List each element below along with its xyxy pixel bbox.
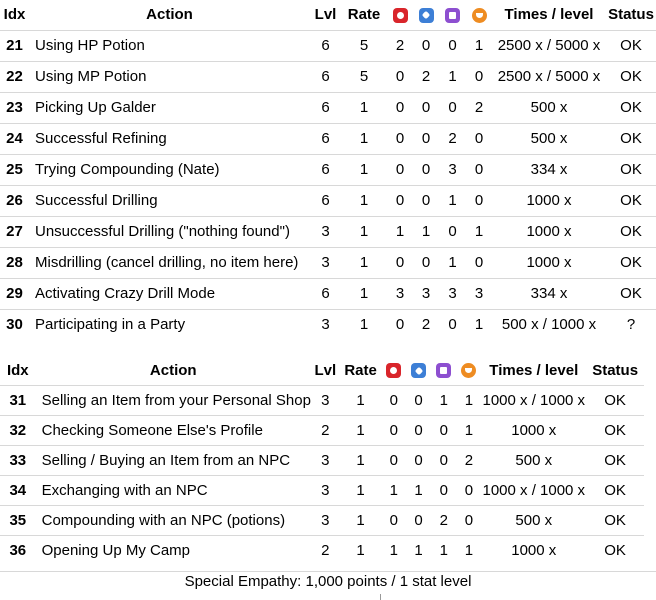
footer-text: Special Empathy: 1,000 points / 1 stat level bbox=[184, 573, 472, 590]
cell-rate: 1 bbox=[356, 541, 365, 559]
table-row bbox=[0, 415, 644, 445]
table-row bbox=[0, 61, 656, 92]
cell-times: 1000 x bbox=[511, 421, 557, 439]
divider bbox=[380, 594, 381, 600]
cell-stat-purple: 0 bbox=[439, 481, 448, 499]
cell-stat-red: 0 bbox=[395, 161, 405, 178]
cell-stat-red: 0 bbox=[389, 511, 398, 529]
cell-idx: 27 bbox=[6, 223, 23, 240]
cell-action: Opening Up My Camp bbox=[41, 541, 191, 559]
header-action: Action bbox=[146, 6, 193, 24]
cell-times: 1000 x bbox=[511, 541, 557, 559]
cell-status: OK bbox=[620, 161, 642, 178]
cell-stat-red: 0 bbox=[395, 254, 405, 271]
orange-emoticon-icon bbox=[472, 8, 487, 23]
header-times: Times / level bbox=[489, 361, 579, 379]
cell-action: Activating Crazy Drill Mode bbox=[35, 285, 216, 302]
cell-stat-blue: 0 bbox=[414, 451, 423, 469]
blue-emoticon-icon bbox=[411, 363, 426, 378]
cell-stat-orange: 1 bbox=[474, 316, 484, 334]
cell-stat-blue: 3 bbox=[421, 285, 431, 302]
cell-idx: 34 bbox=[9, 481, 27, 499]
table-row bbox=[0, 185, 656, 216]
cell-stat-blue: 0 bbox=[414, 421, 423, 439]
cell-idx: 24 bbox=[6, 130, 23, 147]
cell-stat-red: 1 bbox=[389, 481, 398, 499]
cell-stat-blue: 0 bbox=[421, 99, 431, 116]
table-row bbox=[0, 30, 656, 61]
cell-stat-purple: 1 bbox=[448, 192, 457, 209]
cell-lvl: 3 bbox=[321, 481, 330, 499]
cell-stat-orange: 1 bbox=[464, 541, 474, 559]
red-emoticon-icon bbox=[386, 363, 401, 378]
cell-rate: 1 bbox=[359, 99, 369, 116]
cell-times: 500 x bbox=[515, 511, 553, 529]
cell-stat-red: 0 bbox=[395, 68, 405, 85]
cell-stat-purple: 1 bbox=[448, 68, 457, 85]
cell-times: 2500 x / 5000 x bbox=[497, 68, 601, 85]
cell-stat-orange: 1 bbox=[474, 37, 484, 54]
cell-action: Successful Drilling bbox=[35, 192, 158, 209]
table-row bbox=[0, 92, 656, 123]
cell-stat-orange: 0 bbox=[464, 481, 474, 499]
cell-stat-orange: 0 bbox=[474, 192, 484, 209]
cell-stat-red: 0 bbox=[395, 192, 405, 209]
header-lvl: Lvl bbox=[314, 6, 337, 24]
cell-stat-orange: 1 bbox=[464, 421, 474, 439]
cell-times: 1000 x bbox=[526, 254, 572, 271]
cell-stat-purple: 3 bbox=[448, 161, 457, 178]
cell-stat-orange: 2 bbox=[464, 451, 474, 469]
cell-idx: 36 bbox=[9, 541, 27, 559]
table-row bbox=[0, 445, 644, 475]
cell-rate: 1 bbox=[359, 316, 369, 334]
header-status: Status bbox=[592, 361, 639, 379]
cell-rate: 1 bbox=[356, 421, 365, 439]
cell-stat-purple: 3 bbox=[448, 285, 457, 302]
header-action: Action bbox=[149, 361, 197, 379]
cell-status: OK bbox=[604, 451, 626, 469]
cell-stat-purple: 2 bbox=[439, 511, 448, 529]
cell-stat-red: 0 bbox=[395, 130, 405, 147]
cell-action: Selling / Buying an Item from an NPC bbox=[41, 451, 291, 469]
cell-times: 500 x / 1000 x bbox=[501, 316, 597, 334]
cell-lvl: 6 bbox=[321, 161, 330, 178]
cell-idx: 31 bbox=[9, 391, 27, 409]
cell-stat-blue: 0 bbox=[421, 37, 431, 54]
cell-rate: 1 bbox=[359, 223, 369, 240]
cell-lvl: 3 bbox=[321, 511, 330, 529]
cell-action: Unsuccessful Drilling ("nothing found") bbox=[35, 223, 290, 240]
cell-idx: 33 bbox=[9, 451, 27, 469]
cell-rate: 1 bbox=[359, 192, 369, 209]
table-row bbox=[0, 247, 656, 278]
purple-emoticon-icon bbox=[445, 8, 460, 23]
cell-times: 1000 x / 1000 x bbox=[482, 391, 586, 409]
cell-status: OK bbox=[620, 68, 642, 85]
cell-stat-purple: 0 bbox=[448, 223, 457, 240]
cell-rate: 1 bbox=[359, 254, 369, 271]
cell-idx: 28 bbox=[6, 254, 23, 271]
blue-emoticon-icon bbox=[419, 8, 434, 23]
cell-action: Checking Someone Else's Profile bbox=[41, 421, 263, 439]
empathy-table-2 bbox=[0, 356, 644, 565]
cell-stat-purple: 1 bbox=[439, 541, 448, 559]
cell-action: Trying Compounding (Nate) bbox=[35, 161, 220, 178]
cell-idx: 23 bbox=[6, 99, 23, 116]
cell-times: 1000 x bbox=[526, 223, 572, 240]
cell-status: ? bbox=[626, 316, 636, 334]
table-row bbox=[0, 385, 644, 415]
cell-stat-purple: 2 bbox=[448, 130, 457, 147]
cell-action: Compounding with an NPC (potions) bbox=[41, 511, 286, 529]
cell-rate: 1 bbox=[359, 161, 369, 178]
cell-times: 1000 x / 1000 x bbox=[482, 481, 586, 499]
cell-status: OK bbox=[620, 223, 642, 240]
cell-idx: 25 bbox=[6, 161, 23, 178]
cell-stat-red: 0 bbox=[395, 316, 405, 334]
header-idx: Idx bbox=[6, 361, 29, 379]
cell-lvl: 6 bbox=[321, 37, 330, 54]
cell-action: Participating in a Party bbox=[35, 316, 186, 334]
table-row bbox=[0, 505, 644, 535]
cell-stat-red: 0 bbox=[389, 391, 398, 409]
cell-rate: 1 bbox=[356, 391, 365, 409]
header-status: Status bbox=[608, 6, 654, 24]
table-row bbox=[0, 278, 656, 309]
cell-stat-orange: 1 bbox=[464, 391, 474, 409]
cell-idx: 30 bbox=[6, 316, 23, 334]
cell-stat-red: 1 bbox=[389, 541, 398, 559]
cell-action: Using HP Potion bbox=[35, 37, 145, 54]
cell-rate: 1 bbox=[356, 511, 365, 529]
cell-lvl: 3 bbox=[321, 316, 330, 334]
cell-stat-purple: 0 bbox=[439, 451, 448, 469]
cell-rate: 5 bbox=[359, 37, 369, 54]
cell-rate: 1 bbox=[356, 451, 365, 469]
cell-status: OK bbox=[620, 37, 642, 54]
cell-lvl: 6 bbox=[321, 68, 330, 85]
cell-rate: 5 bbox=[359, 68, 369, 85]
cell-action: Successful Refining bbox=[35, 130, 167, 147]
cell-stat-purple: 0 bbox=[448, 37, 457, 54]
cell-stat-blue: 0 bbox=[421, 254, 431, 271]
cell-stat-red: 2 bbox=[395, 37, 405, 54]
cell-lvl: 6 bbox=[321, 99, 330, 116]
cell-times: 2500 x / 5000 x bbox=[497, 37, 601, 54]
cell-action: Using MP Potion bbox=[35, 68, 147, 85]
table-row bbox=[0, 535, 644, 565]
cell-lvl: 3 bbox=[321, 223, 330, 240]
cell-status: OK bbox=[620, 192, 642, 209]
cell-stat-red: 0 bbox=[395, 99, 405, 116]
cell-status: OK bbox=[604, 421, 626, 439]
cell-stat-blue: 2 bbox=[421, 68, 431, 85]
cell-status: OK bbox=[620, 285, 642, 302]
table-row bbox=[0, 123, 656, 154]
cell-stat-orange: 0 bbox=[474, 68, 484, 85]
cell-action: Selling an Item from your Personal Shop bbox=[41, 391, 311, 409]
cell-stat-blue: 1 bbox=[421, 223, 431, 240]
cell-idx: 35 bbox=[9, 511, 27, 529]
header-lvl: Lvl bbox=[314, 361, 337, 379]
cell-stat-blue: 2 bbox=[421, 316, 431, 334]
cell-stat-red: 1 bbox=[395, 223, 405, 240]
header-rate: Rate bbox=[347, 6, 381, 24]
cell-stat-orange: 3 bbox=[474, 285, 484, 302]
cell-stat-red: 3 bbox=[395, 285, 405, 302]
cell-stat-purple: 0 bbox=[448, 316, 457, 334]
cell-stat-blue: 0 bbox=[421, 130, 431, 147]
cell-times: 500 x bbox=[515, 451, 553, 469]
cell-status: OK bbox=[620, 254, 642, 271]
header-rate: Rate bbox=[344, 361, 377, 379]
cell-status: OK bbox=[604, 511, 626, 529]
cell-times: 334 x bbox=[530, 285, 568, 302]
footer-note bbox=[0, 571, 656, 600]
cell-stat-red: 0 bbox=[389, 451, 398, 469]
cell-lvl: 2 bbox=[321, 421, 330, 439]
cell-rate: 1 bbox=[359, 130, 369, 147]
cell-stat-purple: 1 bbox=[439, 391, 448, 409]
cell-stat-orange: 0 bbox=[464, 511, 474, 529]
cell-stat-blue: 1 bbox=[414, 481, 423, 499]
cell-idx: 29 bbox=[6, 285, 23, 302]
red-emoticon-icon bbox=[393, 8, 408, 23]
cell-stat-blue: 1 bbox=[414, 541, 423, 559]
header-times: Times / level bbox=[504, 6, 594, 24]
cell-idx: 22 bbox=[6, 68, 23, 85]
table-header-row bbox=[0, 0, 656, 30]
cell-stat-red: 0 bbox=[389, 421, 398, 439]
cell-stat-orange: 2 bbox=[474, 99, 484, 116]
cell-status: OK bbox=[620, 130, 642, 147]
cell-rate: 1 bbox=[359, 285, 369, 302]
cell-stat-blue: 0 bbox=[421, 161, 431, 178]
table-row bbox=[0, 154, 656, 185]
cell-stat-orange: 1 bbox=[474, 223, 484, 240]
cell-action: Exchanging with an NPC bbox=[41, 481, 208, 499]
cell-status: OK bbox=[604, 541, 626, 559]
cell-lvl: 3 bbox=[321, 254, 330, 271]
cell-stat-orange: 0 bbox=[474, 254, 484, 271]
cell-times: 500 x bbox=[530, 99, 568, 116]
cell-stat-purple: 0 bbox=[448, 99, 457, 116]
cell-status: OK bbox=[604, 481, 626, 499]
cell-action: Misdrilling (cancel drilling, no item here) bbox=[35, 254, 299, 271]
cell-lvl: 6 bbox=[321, 130, 330, 147]
cell-action: Picking Up Galder bbox=[35, 99, 156, 116]
cell-stat-orange: 0 bbox=[474, 161, 484, 178]
cell-lvl: 3 bbox=[321, 451, 330, 469]
cell-stat-blue: 0 bbox=[414, 391, 423, 409]
cell-stat-purple: 0 bbox=[439, 421, 448, 439]
cell-times: 1000 x bbox=[526, 192, 572, 209]
table-row bbox=[0, 309, 656, 340]
table-row bbox=[0, 216, 656, 247]
cell-idx: 32 bbox=[9, 421, 27, 439]
cell-status: OK bbox=[620, 99, 642, 116]
orange-emoticon-icon bbox=[461, 363, 476, 378]
cell-lvl: 2 bbox=[321, 541, 330, 559]
cell-times: 334 x bbox=[530, 161, 568, 178]
cell-times: 500 x bbox=[530, 130, 568, 147]
cell-idx: 21 bbox=[6, 37, 23, 54]
cell-stat-blue: 0 bbox=[421, 192, 431, 209]
header-idx: Idx bbox=[3, 6, 26, 24]
cell-stat-blue: 0 bbox=[414, 511, 423, 529]
cell-lvl: 6 bbox=[321, 285, 330, 302]
cell-status: OK bbox=[604, 391, 626, 409]
cell-idx: 26 bbox=[6, 192, 23, 209]
cell-stat-orange: 0 bbox=[474, 130, 484, 147]
table-row bbox=[0, 475, 644, 505]
cell-stat-purple: 1 bbox=[448, 254, 457, 271]
table-header-row bbox=[0, 356, 644, 385]
cell-lvl: 6 bbox=[321, 192, 330, 209]
purple-emoticon-icon bbox=[436, 363, 451, 378]
cell-lvl: 3 bbox=[321, 391, 330, 409]
cell-rate: 1 bbox=[356, 481, 365, 499]
